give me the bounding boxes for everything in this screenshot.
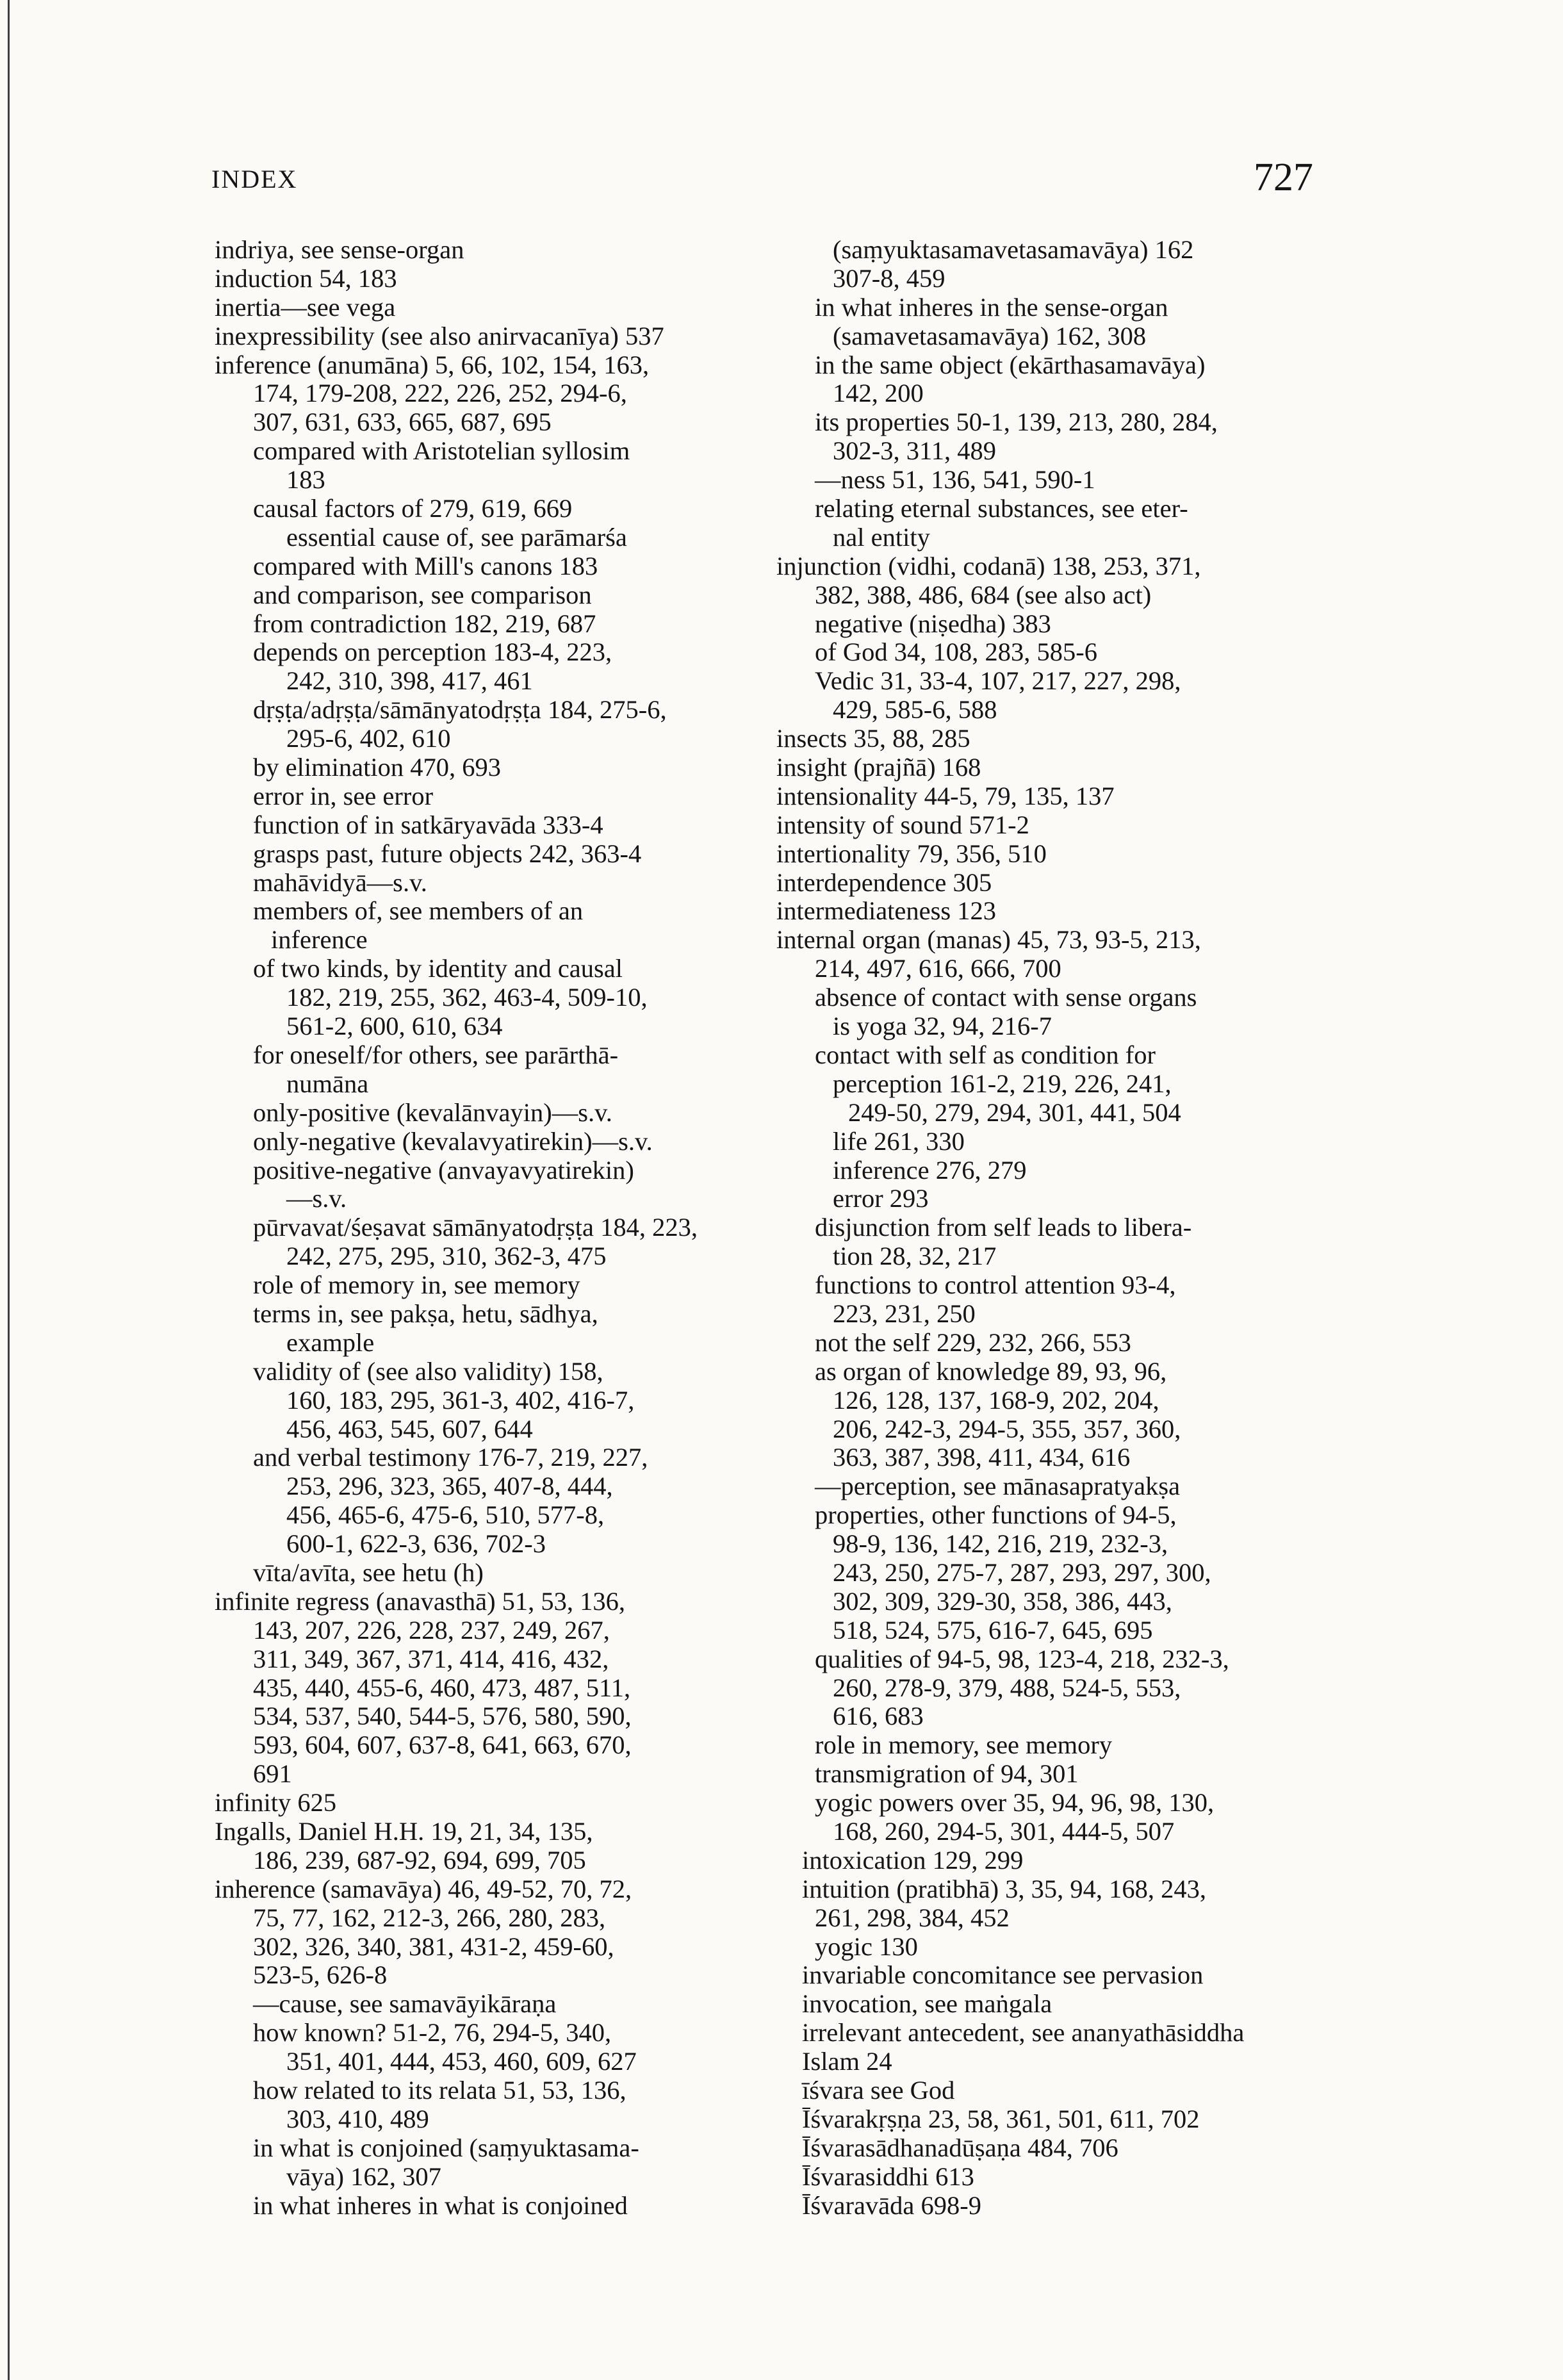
index-entry-line: of two kinds, by identity and causal: [253, 954, 623, 983]
index-entry-line: vīta/avīta, see hetu (h): [253, 1557, 484, 1587]
index-entry-line: error 293: [833, 1184, 929, 1213]
index-entry-line: perception 161-2, 219, 226, 241,: [833, 1069, 1172, 1098]
index-entry-line: 182, 219, 255, 362, 463-4, 509-10,: [286, 983, 648, 1012]
index-entry-line: dṛṣṭa/adṛṣṭa/sāmānyatodṛṣṭa 184, 275-6,: [253, 695, 667, 725]
index-entry-line: 143, 207, 226, 228, 237, 249, 267,: [253, 1615, 610, 1645]
index-entry-line: inherence (samavāya) 46, 49-52, 70, 72,: [215, 1874, 632, 1903]
index-entry-line: irrelevant antecedent, see ananyathāsiddha: [802, 2018, 1245, 2048]
index-entry-line: 295-6, 402, 610: [286, 724, 451, 753]
index-entry-line: only-negative (kevalavyatirekin)—s.v.: [253, 1126, 653, 1156]
index-entry-line: 302, 309, 329-30, 358, 386, 443,: [833, 1586, 1172, 1616]
index-column-left: [215, 236, 765, 2220]
index-entry-line: validity of (see also validity) 158,: [253, 1356, 603, 1386]
index-entry-line: members of, see members of an: [253, 896, 584, 926]
index-entry-line: of God 34, 108, 283, 585-6: [815, 637, 1097, 667]
index-entry-line: invocation, see maṅgala: [802, 1989, 1052, 2019]
index-entry-line: Īśvarasādhanadūṣaṇa 484, 706: [802, 2133, 1118, 2162]
index-entry-line: intuition (pratibhā) 3, 35, 94, 168, 243,: [802, 1874, 1207, 1903]
index-entry-line: depends on perception 183-4, 223,: [253, 637, 612, 667]
index-entry-line: essential cause of, see parāmarśa: [286, 522, 627, 552]
index-entry-line: how known? 51-2, 76, 294-5, 340,: [253, 2018, 612, 2048]
index-entry-line: 168, 260, 294-5, 301, 444-5, 507: [833, 1816, 1175, 1846]
index-entry-line: compared with Mill's canons 183: [253, 551, 598, 580]
index-entry-line: 186, 239, 687-92, 694, 699, 705: [253, 1845, 586, 1875]
index-entry-line: in what inheres in what is conjoined: [253, 2190, 628, 2220]
index-entry-line: 593, 604, 607, 637-8, 641, 663, 670,: [253, 1730, 632, 1760]
index-entry-line: inertia—see vega: [215, 292, 396, 322]
index-entry-line: induction 54, 183: [215, 263, 397, 293]
index-entry-line: is yoga 32, 94, 216-7: [833, 1012, 1052, 1041]
index-entry-line: 243, 250, 275-7, 287, 293, 297, 300,: [833, 1557, 1211, 1587]
index-entry-line: qualities of 94-5, 98, 123-4, 218, 232-3,: [815, 1644, 1229, 1673]
index-entry-line: 126, 128, 137, 168-9, 202, 204,: [833, 1385, 1159, 1415]
index-entry-line: intensity of sound 571-2: [776, 810, 1029, 839]
index-entry-line: Vedic 31, 33-4, 107, 217, 227, 298,: [815, 666, 1181, 696]
index-entry-line: nal entity: [833, 522, 930, 552]
index-entry-line: role in memory, see memory: [815, 1730, 1113, 1760]
index-entry-line: internal organ (manas) 45, 73, 93-5, 213,: [776, 925, 1201, 955]
index-entry-line: grasps past, future objects 242, 363-4: [253, 839, 642, 868]
index-entry-line: 311, 349, 367, 371, 414, 416, 432,: [253, 1644, 609, 1673]
index-entry-line: tion 28, 32, 217: [833, 1242, 997, 1271]
index-entry-line: —perception, see mānasapratyakṣa: [815, 1472, 1181, 1501]
index-entry-line: Ingalls, Daniel H.H. 19, 21, 34, 135,: [215, 1816, 593, 1846]
index-entry-line: mahāvidyā—s.v.: [253, 867, 427, 897]
index-entry-line: inference 276, 279: [833, 1155, 1027, 1185]
index-entry-line: transmigration of 94, 301: [815, 1759, 1079, 1789]
index-entry-line: 160, 183, 295, 361-3, 402, 416-7,: [286, 1385, 635, 1415]
page-header: [211, 156, 1313, 211]
index-entry-line: not the self 229, 232, 266, 553: [815, 1327, 1131, 1357]
index-entry-line: 214, 497, 616, 666, 700: [815, 954, 1061, 983]
index-entry-line: 518, 524, 575, 616-7, 645, 695: [833, 1615, 1153, 1645]
index-entry-line: 242, 310, 398, 417, 461: [286, 666, 533, 696]
index-entry-line: —ness 51, 136, 541, 590-1: [815, 465, 1095, 495]
index-entry-line: inference (anumāna) 5, 66, 102, 154, 163,: [215, 350, 650, 379]
index-entry-line: yogic 130: [815, 1932, 918, 1961]
index-entry-line: only-positive (kevalānvayin)—s.v.: [253, 1097, 612, 1127]
index-entry-line: insects 35, 88, 285: [776, 724, 970, 753]
index-entry-line: 307-8, 459: [833, 263, 945, 293]
index-entry-line: īśvara see God: [802, 2076, 955, 2105]
index-entry-line: 261, 298, 384, 452: [815, 1903, 1010, 1932]
index-entry-line: Īśvaravāda 698-9: [802, 2190, 981, 2220]
index-entry-line: —s.v.: [286, 1184, 347, 1213]
index-entry-line: relating eternal substances, see eter-: [815, 494, 1188, 523]
index-entry-line: 534, 537, 540, 544-5, 576, 580, 590,: [253, 1702, 632, 1731]
index-entry-line: 223, 231, 250: [833, 1299, 976, 1328]
index-entry-line: 206, 242-3, 294-5, 355, 357, 360,: [833, 1414, 1181, 1443]
index-entry-line: numāna: [286, 1069, 369, 1098]
index-entry-line: error in, see error: [253, 781, 434, 810]
index-entry-line: inference: [271, 925, 368, 955]
index-entry-line: 303, 410, 489: [286, 2104, 429, 2133]
index-entry-line: Īśvarakṛṣṇa 23, 58, 361, 501, 611, 702: [802, 2104, 1200, 2133]
index-entry-line: life 261, 330: [833, 1126, 965, 1156]
index-entry-line: causal factors of 279, 619, 669: [253, 494, 573, 523]
index-entry-line: 351, 401, 444, 453, 460, 609, 627: [286, 2047, 637, 2076]
index-entry-line: absence of contact with sense organs: [815, 983, 1197, 1012]
index-entry-line: 523-5, 626-8: [253, 1960, 388, 1990]
index-entry-line: 142, 200: [833, 379, 924, 408]
index-entry-line: indriya, see sense-organ: [215, 235, 464, 264]
index-entry-line: in what inheres in the sense-organ: [815, 292, 1168, 322]
index-entry-line: its properties 50-1, 139, 213, 280, 284,: [815, 407, 1218, 437]
index-entry-line: function of in satkāryavāda 333-4: [253, 810, 603, 839]
index-entry-line: example: [286, 1327, 375, 1357]
index-entry-line: yogic powers over 35, 94, 96, 98, 130,: [815, 1788, 1215, 1818]
index-entry-line: from contradiction 182, 219, 687: [253, 609, 596, 638]
index-entry-line: 242, 275, 295, 310, 362-3, 475: [286, 1242, 607, 1271]
index-entry-line: 75, 77, 162, 212-3, 266, 280, 283,: [253, 1903, 606, 1932]
index-column-right: [776, 236, 1334, 2220]
index-entry-line: injunction (vidhi, codanā) 138, 253, 371,: [776, 551, 1201, 580]
index-entry-line: 183: [286, 465, 325, 495]
running-head: INDEX: [211, 165, 298, 193]
index-entry-line: (saṃyuktasamavetasamavāya) 162: [833, 235, 1194, 264]
index-entry-line: insight (prajñā) 168: [776, 753, 981, 782]
index-entry-line: compared with Aristotelian syllosim: [253, 436, 630, 466]
index-entry-line: intermediateness 123: [776, 896, 997, 926]
index-entry-line: contact with self as condition for: [815, 1040, 1156, 1069]
index-entry-line: in the same object (ekārthasamavāya): [815, 350, 1206, 379]
index-entry-line: 302, 326, 340, 381, 431-2, 459-60,: [253, 1932, 614, 1961]
index-entry-line: infinite regress (anavasthā) 51, 53, 136,: [215, 1586, 626, 1616]
index-entry-line: 253, 296, 323, 365, 407-8, 444,: [286, 1472, 613, 1501]
index-entry-line: how related to its relata 51, 53, 136,: [253, 2076, 626, 2105]
index-entry-line: 98-9, 136, 142, 216, 219, 232-3,: [833, 1529, 1168, 1559]
index-entry-line: and verbal testimony 176-7, 219, 227,: [253, 1443, 648, 1472]
index-entry-line: disjunction from self leads to libera-: [815, 1213, 1192, 1242]
index-entry-line: terms in, see pakṣa, hetu, sādhya,: [253, 1299, 598, 1328]
index-entry-line: positive-negative (anvayavyatirekin): [253, 1155, 634, 1185]
index-entry-line: pūrvavat/śeṣavat sāmānyatodṛṣṭa 184, 223,: [253, 1213, 698, 1242]
index-entry-line: functions to control attention 93-4,: [815, 1270, 1176, 1300]
index-entry-line: 174, 179-208, 222, 226, 252, 294-6,: [253, 379, 627, 408]
index-entry-line: 302-3, 311, 489: [833, 436, 996, 466]
index-entry-line: 363, 387, 398, 411, 434, 616: [833, 1443, 1131, 1472]
index-entry-line: 456, 463, 545, 607, 644: [286, 1414, 533, 1443]
index-entry-line: by elimination 470, 693: [253, 753, 501, 782]
index-entry-line: inexpressibility (see also anirvacanīya) 537: [215, 321, 664, 350]
index-entry-line: vāya) 162, 307: [286, 2162, 441, 2191]
index-entry-line: 435, 440, 455-6, 460, 473, 487, 511,: [253, 1673, 631, 1702]
index-entry-line: intensionality 44-5, 79, 135, 137: [776, 781, 1115, 810]
index-entry-line: 456, 465-6, 475-6, 510, 577-8,: [286, 1500, 605, 1530]
scan-edge-line: [8, 0, 10, 2380]
index-entry-line: 249-50, 279, 294, 301, 441, 504: [848, 1097, 1181, 1127]
index-entry-line: intoxication 129, 299: [802, 1845, 1024, 1875]
index-entry-line: 616, 683: [833, 1702, 924, 1731]
index-entry-line: —cause, see samavāyikāraṇa: [253, 1989, 557, 2019]
index-entry-line: (samavetasamavāya) 162, 308: [833, 321, 1147, 350]
index-entry-line: negative (niṣedha) 383: [815, 609, 1051, 638]
index-entry-line: Īśvarasiddhi 613: [802, 2162, 974, 2191]
index-entry-line: for oneself/for others, see parārthā-: [253, 1040, 619, 1069]
index-entry-line: 307, 631, 633, 665, 687, 695: [253, 407, 552, 437]
page-number: 727: [1254, 156, 1313, 199]
index-entry-line: properties, other functions of 94-5,: [815, 1500, 1177, 1530]
index-entry-line: 429, 585-6, 588: [833, 695, 997, 725]
index-entry-line: 600-1, 622-3, 636, 702-3: [286, 1529, 546, 1559]
index-entry-line: 561-2, 600, 610, 634: [286, 1012, 503, 1041]
index-entry-line: invariable concomitance see pervasion: [802, 1960, 1204, 1990]
index-entry-line: intertionality 79, 356, 510: [776, 839, 1047, 868]
index-entry-line: 691: [253, 1759, 292, 1789]
index-entry-line: and comparison, see comparison: [253, 580, 592, 609]
index-entry-line: Islam 24: [802, 2047, 892, 2076]
index-entry-line: interdependence 305: [776, 867, 992, 897]
index-entry-line: infinity 625: [215, 1788, 337, 1818]
index-entry-line: 382, 388, 486, 684 (see also act): [815, 580, 1152, 609]
index-entry-line: role of memory in, see memory: [253, 1270, 580, 1300]
index-entry-line: 260, 278-9, 379, 488, 524-5, 553,: [833, 1673, 1181, 1702]
index-entry-line: as organ of knowledge 89, 93, 96,: [815, 1356, 1167, 1386]
index-entry-line: in what is conjoined (saṃyuktasama-: [253, 2133, 639, 2162]
